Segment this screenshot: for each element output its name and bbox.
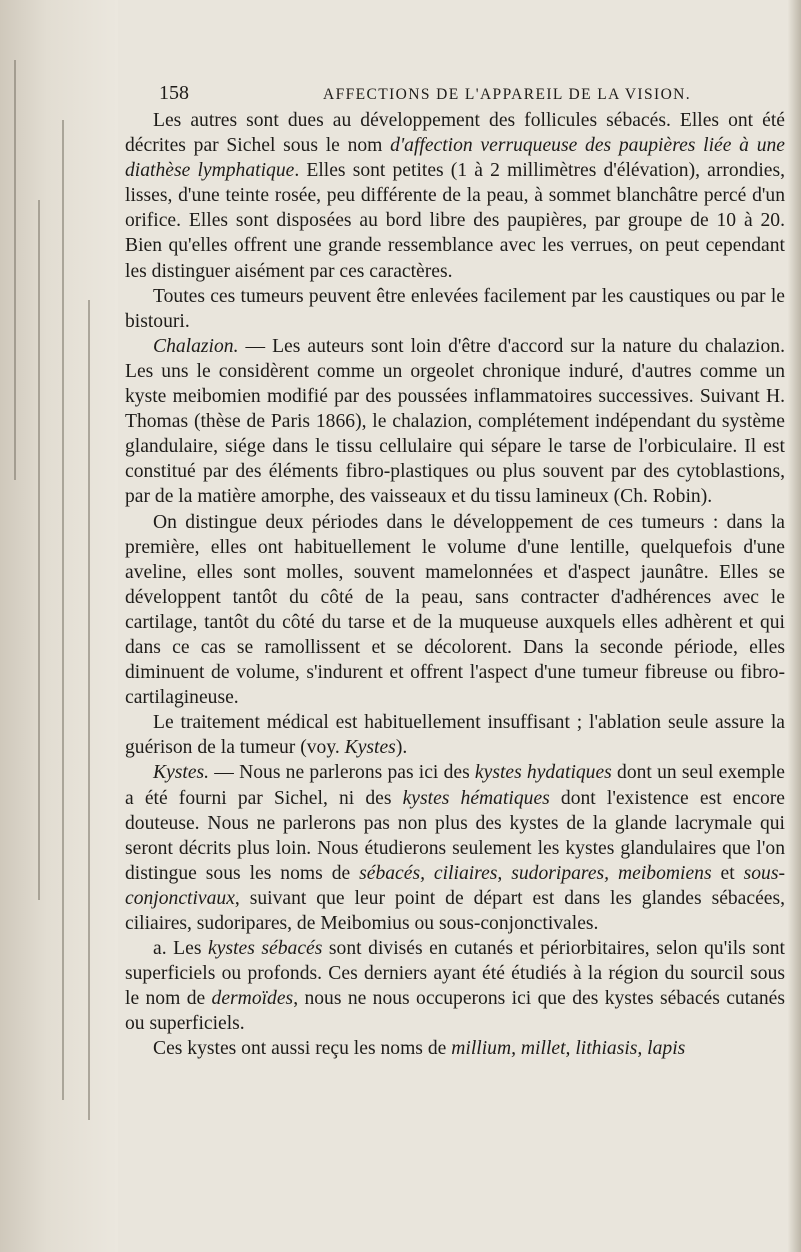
- text-run: et: [711, 862, 744, 884]
- text-run: sont divisés en cutanés et périorbitaires, selon qu'ils sont superficiels ou profonds. Ces derniers ayant été étudiés à la région du sourcil sous le nom de: [125, 938, 786, 1010]
- italic-run: Chalazion.: [153, 335, 239, 357]
- text-run: — Les auteurs sont loin d'être d'accord sur la nature du chalazion. Les uns le considèrent comme un orgeolet chronique induré, d'autres comme un kyste meibomien modifié par des poussées inflammatoires successives. Suivant H. Thomas (thèse de Paris 1866), le chalazion, complétement indépendant du système glandulaire, siége dans le tissu cellulaire qui sépare le tarse de l'orbiculaire. Il est constitué par des éléments fibro-plastiques ou plus souvent par des cytoblastions, par de la matière amorphe, des vaisseaux et du tissu lamineux (Ch. Robin).: [125, 335, 785, 508]
- italic-run: kystes hématiques: [402, 787, 550, 809]
- text-run: dont l'existence est encore douteuse. Nous ne parlerons pas non plus des kystes de la glande lacrymale qui seront décrits plus loin. Nous étudierons seulement les kystes glandulaires que l'on distingue sous les noms de: [125, 787, 785, 884]
- italic-run: dermoïdes: [211, 988, 294, 1010]
- text-run: . Elles sont petites (1 à 2 millimètres d'élévation), arrondies, lisses, d'une teinte rosée, peu différente de la peau, à sommet blanchâtre percé d'un orifice. Elles sont disposées au bord libre des paupières, par groupe de 10 à 20. Bien qu'elles offrent une grande ressemblance avec les verrues, on peut cependant les distinguer aisément par ces caractères.: [125, 160, 785, 282]
- book-page: [125, 82, 785, 1062]
- body-text: [125, 108, 785, 1062]
- paragraph: [125, 936, 785, 1036]
- text-run: On distingue deux périodes dans le développement de ces tumeurs : dans la première, elles ont habituellement le volume d'une lentille, quelquefois d'une aveline, elles sont molles, souvent mamelonnées et d'aspect jaunâtre. Elles se développent tantôt du côté de la peau, sans contracter d'adhérences avec le cartilage, tantôt du côté du tarse et de la muqueuse auxquels elles adhèrent et qui dans ce cas se ramollissent et se décolorent. Dans la seconde période, elles diminuent de volume, s'indurent et offrent l'aspect d'une tumeur fibreuse ou fibro-cartilagineuse.: [125, 511, 785, 709]
- text-run: ).: [395, 737, 408, 759]
- italic-run: kystes sébacés: [208, 938, 323, 960]
- italic-run: kystes hydatiques: [474, 762, 612, 784]
- text-run: Toutes ces tumeurs peuvent être enlevées facilement par les caustiques ou par le bistouri.: [125, 285, 785, 332]
- gutter-shadow-line: [14, 60, 16, 480]
- text-run: , suivant que leur point de départ est dans les glandes sébacées, ciliaires, sudoripares, de Meibomius ou sous-conjonctivales.: [125, 887, 785, 934]
- gutter-shadow-line: [38, 200, 40, 900]
- page-edge: [787, 0, 801, 1252]
- text-run: , nous ne nous occuperons ici que des kystes sébacés cutanés ou superficiels.: [125, 988, 785, 1035]
- italic-run: Kystes.: [153, 762, 210, 784]
- italic-run: Kystes: [344, 737, 396, 759]
- text-run: dont un seul exemple a été fourni par Sichel, ni des: [125, 762, 786, 809]
- paragraph: [125, 334, 785, 510]
- text-run: Ces kystes ont aussi reçu les noms de: [153, 1038, 452, 1060]
- gutter-shadow-line: [62, 120, 64, 1100]
- page-number: 158: [159, 82, 189, 104]
- paragraph: [125, 510, 785, 711]
- text-run: — Nous ne parlerons pas ici des: [209, 762, 475, 784]
- paragraph: [125, 760, 785, 936]
- italic-run: sébacés, ciliaires, sudoripares, meibomiens: [359, 862, 712, 884]
- binding-gutter: [0, 0, 118, 1252]
- italic-run: d'affection verruqueuse des paupières liée à une diathèse lymphatique: [125, 135, 785, 182]
- paragraph: [125, 1036, 785, 1061]
- running-title: AFFECTIONS DE L'APPAREIL DE LA VISION.: [323, 86, 692, 103]
- text-run: a. Les: [153, 938, 209, 960]
- gutter-shadow-line: [88, 300, 90, 1120]
- paragraph: [125, 284, 785, 334]
- italic-run: millium, millet, lithiasis, lapis: [451, 1038, 686, 1060]
- italic-run: sous-conjonctivaux: [125, 862, 785, 909]
- paragraph: [125, 710, 785, 760]
- text-run: Le traitement médical est habituellement insuffisant ; l'ablation seule assure la guérison de la tumeur (voy.: [125, 712, 785, 759]
- page-header: [125, 82, 785, 108]
- paragraph: [125, 108, 785, 284]
- text-run: Les autres sont dues au développement des follicules sébacés. Elles ont été décrites par Sichel sous le nom: [125, 110, 785, 157]
